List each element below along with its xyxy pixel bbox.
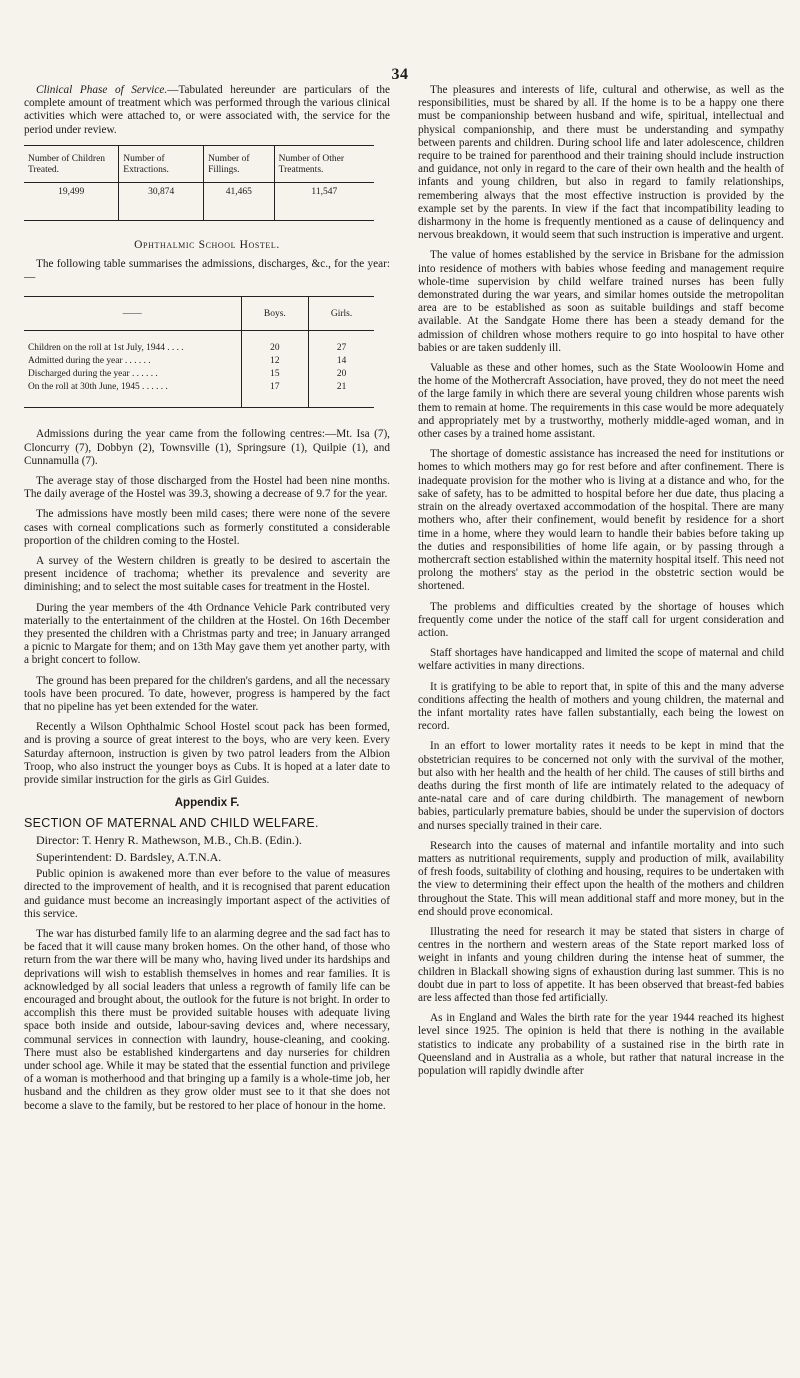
girls-value: 27 [309, 331, 374, 356]
paragraph: Illustrating the need for research it may be stated that sisters in charge of centres in the northern and western areas of the State report marked loss of weight in infants and young children during the intense heat of summer, the children in Blackall showing signs of exhaustion during last summer. This is no doubt due in part to loss of appetite. It has been observed that breast-fed babies are less affected than those fed artificially. [418, 925, 784, 1004]
paragraph: Public opinion is awakened more than ever before to the value of measures directed to the improvement of health, and it is recognised that parent education and guidance must become an increasingly important aspect of the activities of this service. [24, 868, 390, 920]
appendix-heading: Appendix F. [174, 797, 240, 810]
clinical-phase-heading: Clinical Phase of Service. [36, 84, 168, 96]
paragraph: The admissions have mostly been mild cases; there were none of the severe cases with corneal complications such as formerly constituted a considerable proportion of the children coming to the Hostel. [24, 508, 390, 547]
row-label: Discharged during the year . . . . . . [28, 369, 158, 380]
row-label: Admitted during the year . . . . . . [28, 356, 151, 367]
paragraph: The value of homes established by the service in Brisbane for the admission into residence of mothers with babies whose feeding and management require whole-time supervision by child welfare trained nurses has been fully demonstrated during the war years, and similar homes outside the metropolitan area are to be established as soon as suitable buildings and staff become available. At the Sandgate Home there has been a steady demand for the admission of children whose mothers require to go into hospital to have other babies or are taken suddenly ill. [418, 249, 784, 354]
table-header-cell: Number of Fillings. [204, 145, 275, 182]
paragraph: The shortage of domestic assistance has increased the need for institutions or homes to which mothers may go for rest before and after confinement. There is inadequate provision for the mother who is living at a distance and who, for the sake of safety, has to be admitted to hospital before her due date, thus placing a strain on the already overtaxed accommodation of the hospital. There are many mothers who, after their confinement, would benefit by residence for a short time in a home, where they would learn to handle their babies before taking up the duties and responsibilities of home life again, or by passing through a mothercraft section established within the maternity hospital itself. This need not prolong the mothers' stay as the period in the obstetric section would be shortened. [418, 448, 784, 593]
paragraph: Research into the causes of maternal and infantile mortality and into such matters as nutritional requirements, supply and production of milk, availability of fresh foods, suitability of clothing and housing, requires to be undertaken with the view to determining their effect upon the health of the mothers and children throughout the State. This will mean additional staff and more money, but in the end should prove economical. [418, 839, 784, 918]
paragraph: It is gratifying to be able to report that, in spite of this and the many adverse conditions affecting the health of mothers and young children, the maternal and the infant mortality rates have fallen substantially, each being the lowest on record. [418, 680, 784, 733]
boys-value: 20 [241, 331, 309, 356]
paragraph: Valuable as these and other homes, such as the State Wooloowin Home and the home of the Mothercraft Association, have proved, they do not meet the need of the large family in which there are several young children whose parents wish them to remain at home. The requirements in this case would be more adequately and appropriately met by a trustworthy, motherly middle-aged woman, and in other cases by a trained home assistant. [418, 362, 784, 441]
superintendent-line: Superintendent: D. Bardsley, A.T.N.A. [36, 849, 222, 864]
paragraph: The pleasures and interests of life, cultural and otherwise, as well as the responsibilities, must be shared by all. If the home is to be a happy one there must be companionship between husband and wife, spiritual, intellectual and physical companionship, and there must be understanding and sympathy between parents and children. During school life and later adolescence, children require to be trained for parenthood and their training should include instruction and guidance, not only in regard to the care of their own health and the health of infants and young children, but also in regard to family relationships, remembering always that the most effective instruction is provided by the example set by the parents. In view if the fact that incompatibility leading to disharmony in the home is frequently mentioned as a cause of delinquency and nervous breakdown, it would seem that such instruction is imperative and urgent. [418, 84, 784, 242]
table-row [24, 182, 374, 220]
table-header-cell: Number of Other Treatments. [274, 145, 374, 182]
table-cell: 30,874 [119, 182, 204, 220]
boys-value: 17 [241, 381, 309, 408]
hostel-heading: Ophthalmic School Hostel. [134, 238, 280, 251]
page-number: 34 [391, 66, 409, 83]
table-header-row [24, 145, 374, 182]
table-row [24, 368, 374, 381]
paragraph: Admissions during the year came from the following centres:—Mt. Isa (7), Cloncurry (7), Dobbyn (2), Townsville (1), Springsure (1), Quilpie (1), and Cunnamulla (7). [24, 428, 390, 467]
table-header-cell: —— [24, 297, 241, 331]
table-header-cell: Number of Children Treated. [24, 145, 119, 182]
table-header-cell: Girls. [309, 297, 374, 331]
table-header-cell: Boys. [241, 297, 309, 331]
paragraph: The ground has been prepared for the children's gardens, and all the necessary tools have been procured. To date, however, progress is hampered by the fact that no pipeline has yet been extended for the water. [24, 674, 390, 714]
table-row [24, 331, 374, 356]
paragraph: The war has disturbed family life to an alarming degree and the sad fact has to be faced that it will cause many broken homes. On the other hand, of those who return from the war there will be many who, having lived under its hardships and deprivations will wish to establish themselves in homes and rear families. It is acknowledged by all social leaders that unless a regrowth of family life can be encouraged and brought about, the outlook for the future is not bright. In order to accomplish this there must be provided suitable houses with adequate living space both inside and outside, labour-saving devices and, where necessary, communal services in connection with laundry, house-cleaning, and cooking. There must also be established kindergartens and day nurseries for children under school age. While it may be stated that the essential function and privilege of a woman is motherhood and that bringing up a family is a whole-time job, her husband and the children as they grow older must see to it that she does not become a slave to the family, but be restored to her place of honour in the home. [24, 927, 390, 1112]
table-cell: 41,465 [204, 182, 275, 220]
paragraph: Recently a Wilson Ophthalmic School Hostel scout pack has been formed, and is proving a source of great interest to the boys, who are very keen. Every Saturday afternoon, instruction is given by two patrol leaders from the Albion Troop, who also instruct the younger boys as Cubs. It is hoped at a later date to provide similar instruction for the girls as Girl Guides. [24, 721, 390, 787]
paragraph: Staff shortages have handicapped and limited the scope of maternal and child welfare activities in many directions. [418, 647, 784, 673]
table-header-row [24, 297, 374, 331]
clinical-phase-intro [24, 84, 390, 137]
row-label: On the roll at 30th June, 1945 . . . . . . [24, 381, 241, 408]
paragraph: The average stay of those discharged from the Hostel had been nine months. The daily average of the Hostel was 39.3, showing a decrease of 9.7 for the year. [24, 475, 390, 501]
table-cell: 11,547 [274, 182, 374, 220]
director-line: Director: T. Henry R. Mathewson, M.B., Ch.B. (Edin.). [36, 832, 302, 847]
paragraph: As in England and Wales the birth rate for the year 1944 reached its highest level since 1925. The opinion is held that there is nothing in the available statistics to indicate any probability of a sustained rise in the birth rate in Queensland and in Australia as a whole, but rather that natural increase in the population will rapidly dwindle after [418, 1012, 784, 1078]
paragraph: A survey of the Western children is greatly to be desired to ascertain the present incidence of trachoma; whether its prevalence and severity are diminishing; and to select the most suitable cases for treatment in the Hostel. [24, 555, 390, 594]
boys-value: 15 [241, 368, 309, 381]
clinical-phase-text: —Tabulated hereunder are particulars of the complete amount of treatment which was performed through the various clinical activities which were attached to, or were associated with, the service for the period under review. [24, 84, 390, 136]
table-row [24, 355, 374, 368]
paragraph: In an effort to lower mortality rates it needs to be kept in mind that the obstetrician requires to be concerned not only with the survival of the mother, but also with her health and the health of her child. The causes of still births and deaths during the first month of life are intimately related to the adequacy of ante-natal care and of care during childbirth. The management of newborn babies, particularly premature babies, should be under the supervision of doctors and nurses specially trained in their care. [418, 740, 784, 832]
dental-treatment-table [24, 145, 374, 221]
girls-value: 21 [309, 381, 374, 408]
paragraph: The problems and difficulties created by the shortage of houses which frequently come under the notice of the staff call for urgent consideration and action. [418, 600, 784, 639]
paragraph: During the year members of the 4th Ordnance Vehicle Park contributed very materially to the entertainment of the children at the Hostel. On 16th December they presented the children with a Christmas party and tree; in January arranged a picnic to Margate for them; and on 13th May gave them yet another party, with a bright concert to follow. [24, 601, 390, 667]
right-column [418, 84, 784, 1085]
section-title: SECTION OF MATERNAL AND CHILD WELFARE. [24, 815, 319, 830]
boys-value: 12 [241, 355, 309, 368]
hostel-intro: The following table summarises the admissions, discharges, &c., for the year:— [24, 258, 390, 284]
table-cell: 19,499 [24, 182, 119, 220]
table-row [24, 381, 374, 408]
table-header-cell: Number of Extractions. [119, 145, 204, 182]
girls-value: 14 [309, 355, 374, 368]
row-label: Children on the roll at 1st July, 1944 . . . . [28, 343, 184, 354]
girls-value: 20 [309, 368, 374, 381]
hostel-table [24, 296, 374, 408]
left-column [24, 84, 390, 1120]
